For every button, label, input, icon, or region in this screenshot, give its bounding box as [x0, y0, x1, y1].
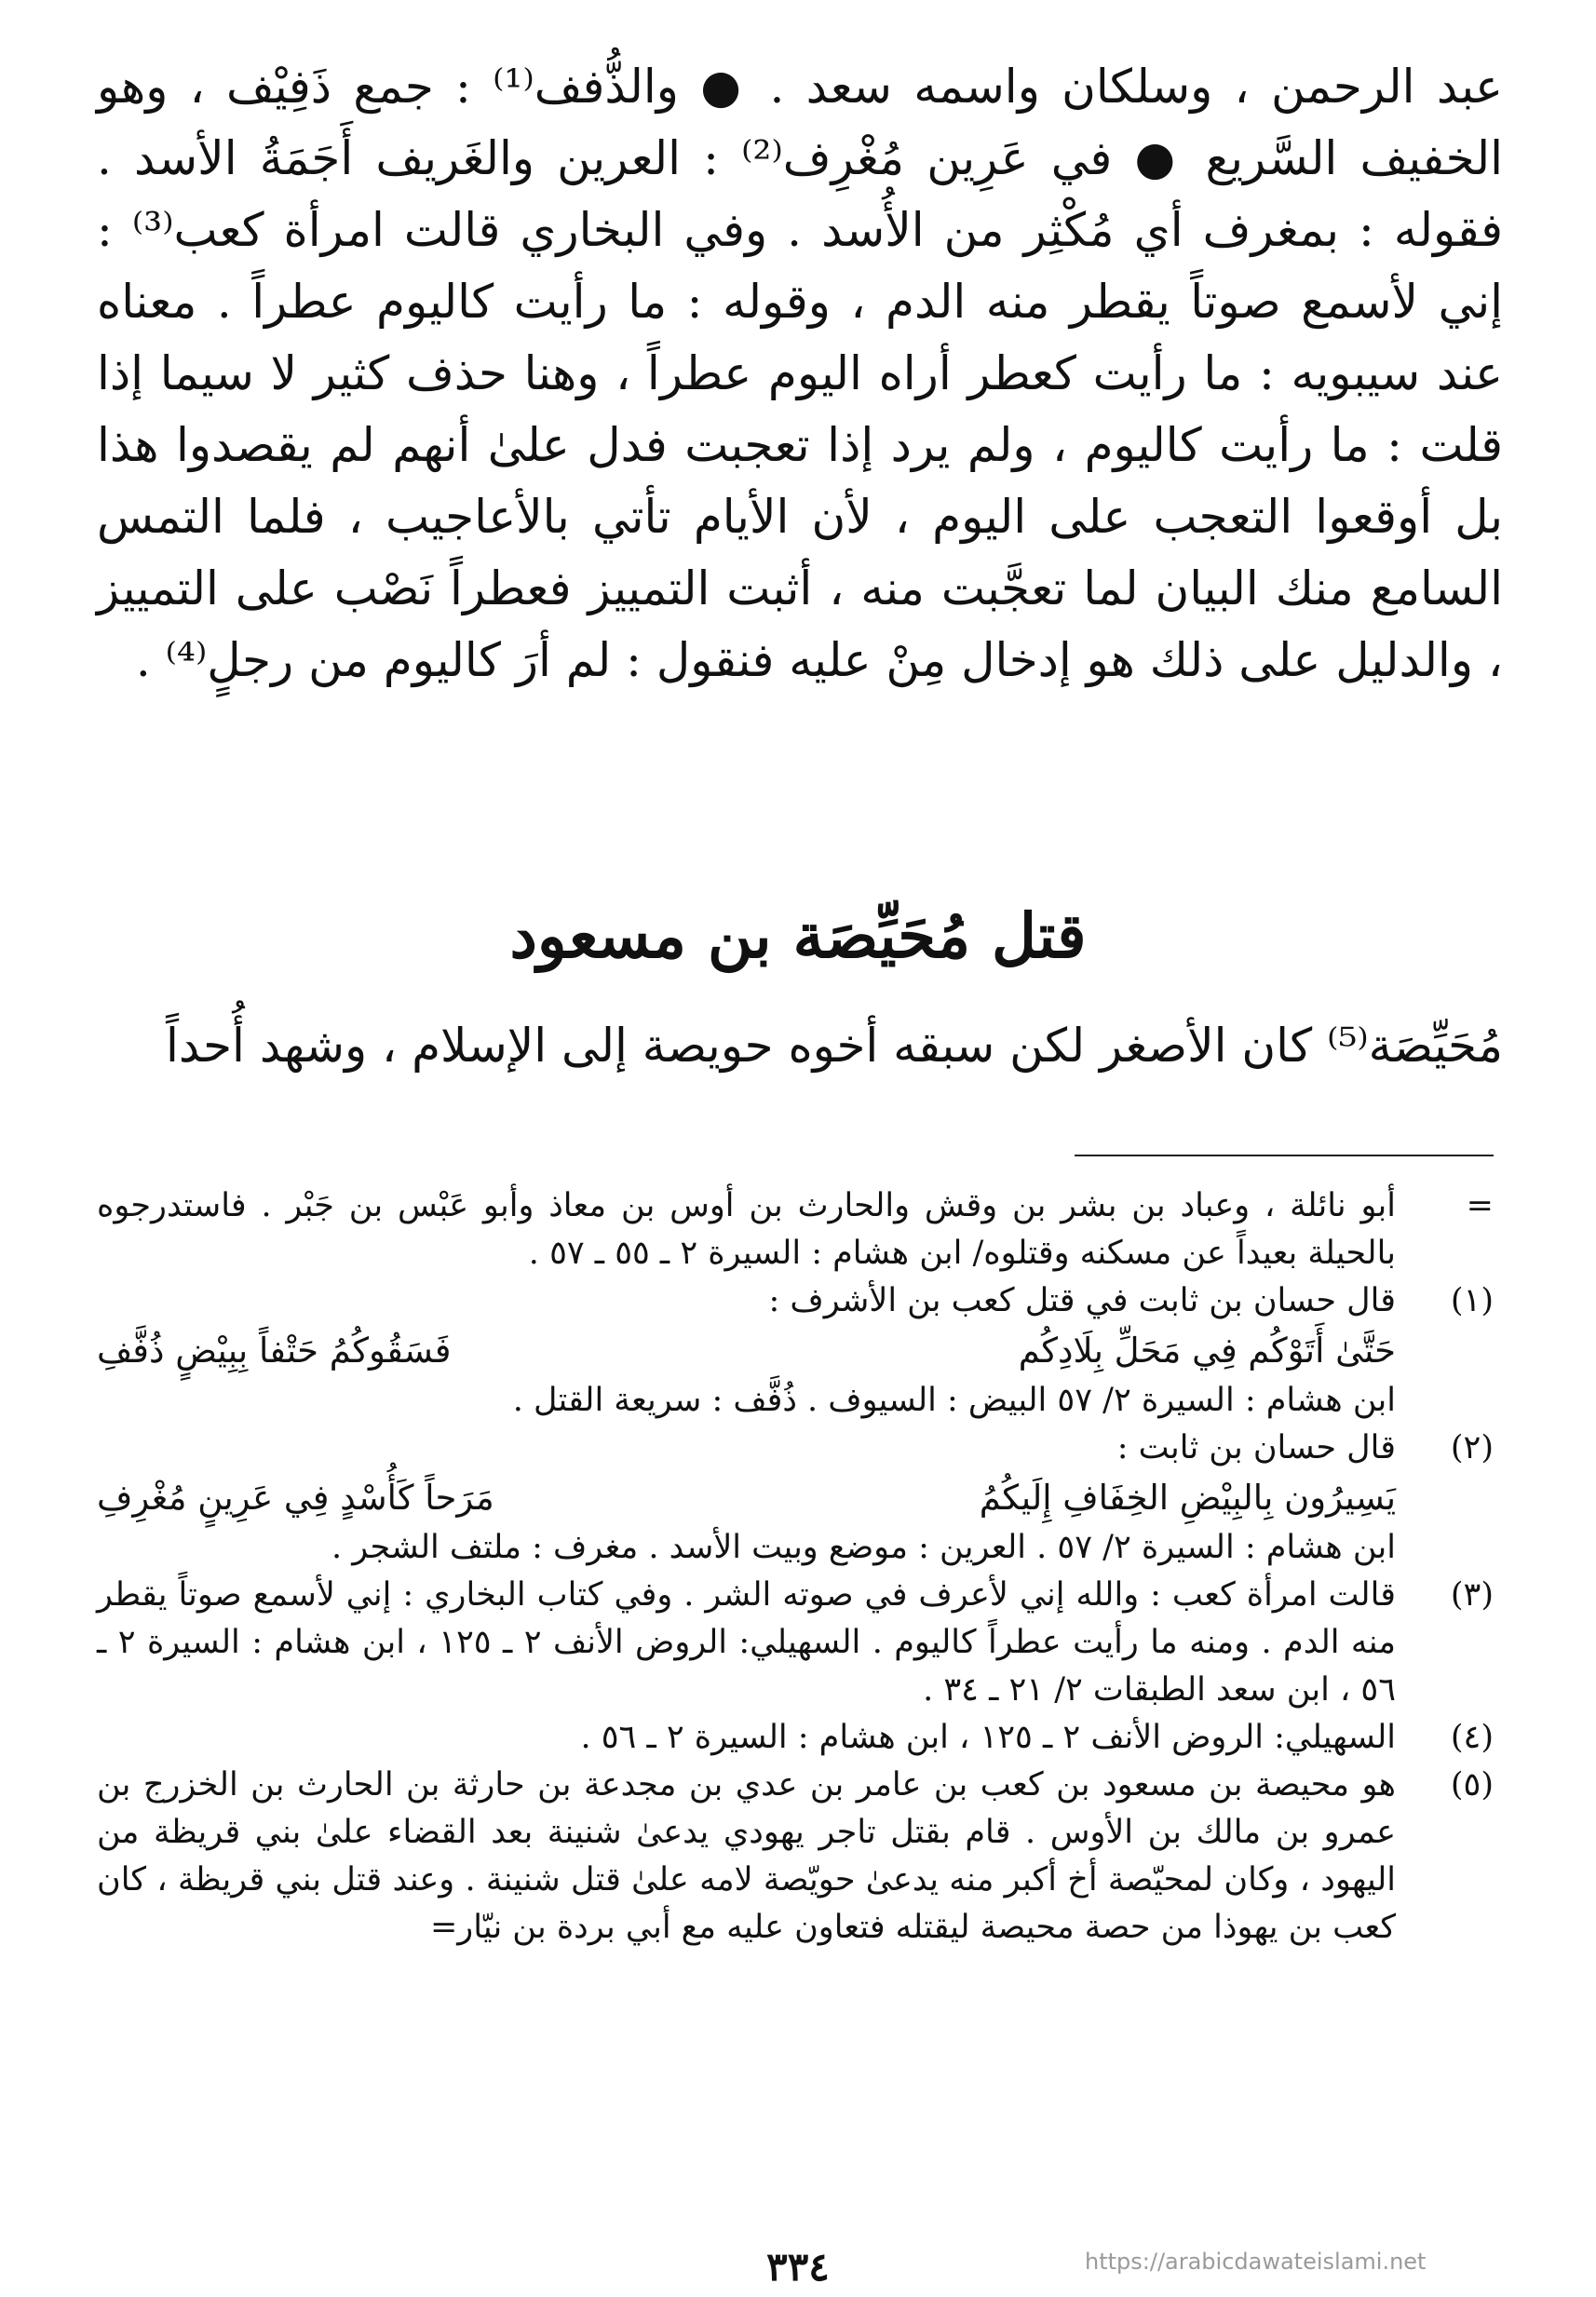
footnote-number: (٢) — [1450, 1429, 1494, 1466]
footnote-5 — [97, 1762, 1503, 1952]
footnote-text: قال حسان بن ثابت : — [1116, 1429, 1396, 1466]
footnote-1-reference — [97, 1377, 1503, 1425]
footnote-1 — [97, 1277, 1503, 1325]
footnote-number: (٤) — [1450, 1719, 1494, 1756]
page-number: ٣٣٤ — [766, 2244, 830, 2290]
footnotes-block — [97, 1182, 1503, 1952]
watermark-url: https://arabicdawateislami.net — [1085, 2249, 1427, 2275]
footnote-2-reference — [97, 1524, 1503, 1572]
footnote-4 — [97, 1714, 1503, 1762]
continuation-mark: = — [1466, 1187, 1494, 1224]
footnote-text: قالت امرأة كعب : والله إني لأعرف في صوته الشر . وفي كتاب البخاري : إني لأسمع صوتاً يقطر منه الدم . ومنه ما رأيت عطراً كاليوم . السهيلي: الروض الأنف ٢ ـ ١٢٥ ، ابن هشام : السيرة ٢ ـ ٥٦ ، ابن سعد الطبقات ٢/ ٢١ ـ ٣٤ . — [97, 1576, 1396, 1709]
footnote-text: ابن هشام : السيرة ٢/ ٥٧ البيض : السيوف . ذُفَّف : سريعة القتل . — [512, 1382, 1396, 1419]
footnote-3 — [97, 1572, 1503, 1714]
footnote-text: السهيلي: الروض الأنف ٢ ـ ١٢٥ ، ابن هشام : السيرة ٢ ـ ٥٦ . — [580, 1719, 1396, 1756]
footnote-2-verse — [97, 1472, 1503, 1524]
section-heading: قتل مُحَيِّصَة بن مسعود — [509, 899, 1087, 972]
footnote-number: (٣) — [1450, 1576, 1494, 1614]
footnote-continuation — [97, 1182, 1503, 1277]
footnote-number: (٥) — [1450, 1766, 1494, 1804]
footnote-1-verse — [97, 1325, 1503, 1377]
verse-second-hemistich: فَسَقُوكُمُ حَتْفاً بِبِيْضٍ ذُفَّفِ — [97, 1331, 452, 1371]
footnote-continuation-text: أبو نائلة ، وعباد بن بشر بن وقش والحارث بن أوس بن معاذ وأبو عَبْس بن جَبْر . فاستدرجوه بالحيلة بعيداً عن مسكنه وقتلوه/ ابن هشام : السيرة ٢ ـ ٥٥ ـ ٥٧ . — [97, 1187, 1396, 1272]
footnote-number: (١) — [1450, 1282, 1494, 1319]
footnote-text: هو محيصة بن مسعود بن كعب بن عامر بن عدي بن مجدعة بن حارثة بن الحارث بن الخزرج بن عمرو بن مالك بن الأوس . قام بقتل تاجر يهودي يدعىٰ شنينة بعد القضاء علىٰ بني قريظة من اليهود ، وكان لمحيّصة أخ أكبر منه يدعىٰ حويّصة لامه علىٰ قتل شنينة . وعند قتل بني قريظة ، كان كعب بن يهوذا من حصة محيصة ليقتله فتعاون عليه مع أبي بردة بن نيّار= — [97, 1766, 1396, 1946]
verse-first-hemistich: يَسِيرُون بِالبِيْضِ الخِفَافِ إِلَيكُمُ — [979, 1478, 1396, 1518]
intro-paragraph: مُحَيِّصَة⁽⁵⁾ كان الأصغر لكن سبقه أخوه حويصة إلى الإسلام ، وشهد أُحداً — [165, 1019, 1503, 1073]
footnote-text: قال حسان بن ثابت في قتل كعب بن الأشرف : — [768, 1282, 1396, 1319]
footnote-divider — [1075, 1155, 1494, 1156]
footnote-text: ابن هشام : السيرة ٢/ ٥٧ . العرين : موضع وبيت الأسد . مغرف : ملتف الشجر . — [331, 1529, 1396, 1566]
verse-first-hemistich: حَتَّىٰ أَتَوْكُم فِي مَحَلِّ بِلَادِكُم — [1018, 1331, 1396, 1371]
body-text-block — [97, 51, 1503, 696]
footnote-2 — [97, 1425, 1503, 1472]
verse-second-hemistich: مَرَحاً كَأُسْدٍ فِي عَرِينٍ مُغْرِفِ — [97, 1478, 494, 1518]
body-paragraph: عبد الرحمن ، وسلكان واسمه سعد . ● والذُّفف⁽¹⁾ : جمع ذَفِيْف ، وهو الخفيف السَّريع ● في عَرِين مُغْرِف⁽²⁾ : العرين والغَريف أَجَمَةُ الأسد . فقوله : بمغرف أي مُكْثِر من الأُسد . وفي البخاري قالت امرأة كعب⁽³⁾ : إني لأسمع صوتاً يقطر منه الدم ، وقوله : ما رأيت كاليوم عطراً . معناه عند سيبويه : ما رأيت كعطر أراه اليوم عطراً ، وهنا حذف كثير لا سيما إذا قلت : ما رأيت كاليوم ، ولم يرد إذا تعجبت فدل علىٰ أنهم لم يقصدوا هذا بل أوقعوا التعجب على اليوم ، لأن الأيام تأتي بالأعاجيب ، فلما التمس السامع منك البيان لما تعجَّبت منه ، أثبت التمييز فعطراً نَصْب على التمييز ، والدليل على ذلك هو إدخال مِنْ عليه فنقول : لم أرَ كاليوم من رجلٍ⁽⁴⁾ . — [97, 60, 1503, 687]
